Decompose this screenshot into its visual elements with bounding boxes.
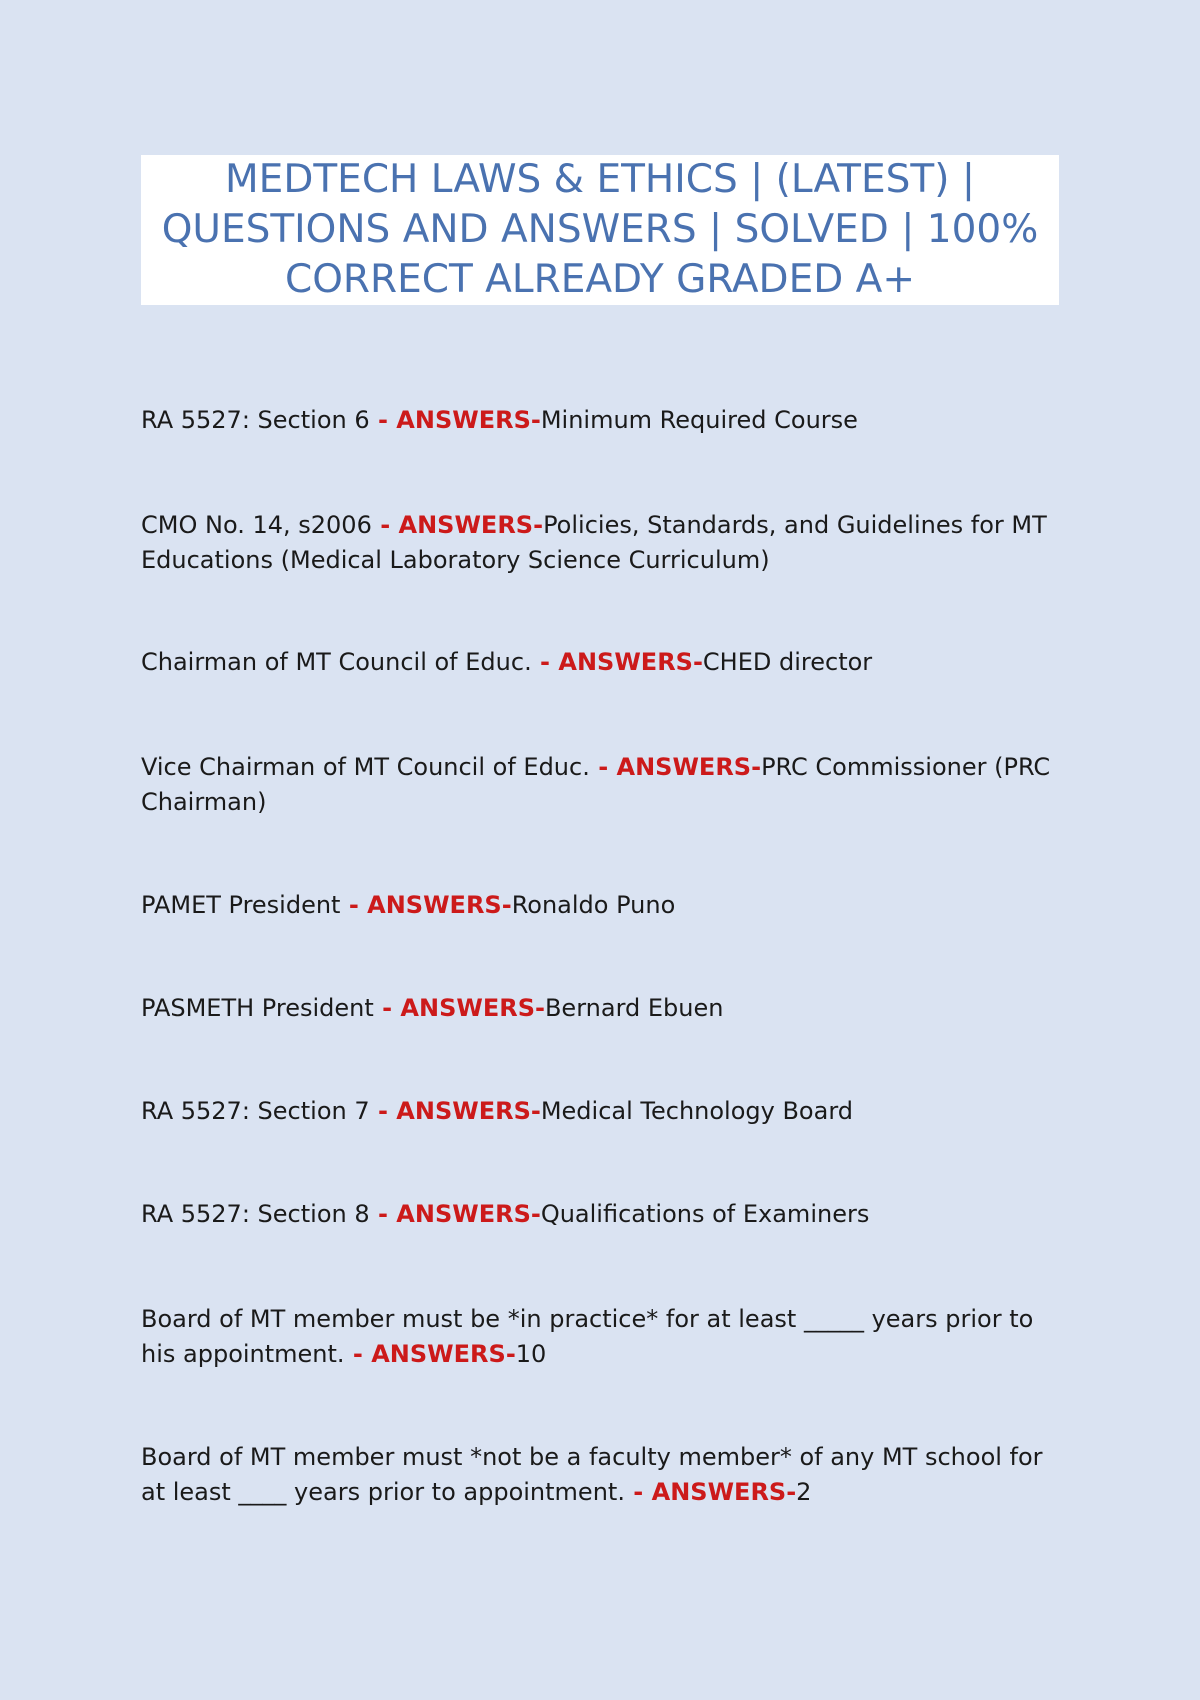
question-text: RA 5527: Section 8 [141,1200,370,1228]
answers-separator: - ANSWERS- [369,1097,541,1125]
answer-text: Ronaldo Puno [511,891,676,919]
qa-item [141,1094,1071,1129]
answer-text: Qualifications of Examiners [540,1200,870,1228]
answer-text: Policies, Standards, and Guidelines for MT Educations (Medical Laboratory Science Curriculum) [141,511,1047,574]
question-text: Board of MT member must *not be a faculty member* of any MT school for at least ____ years prior to appointment. [141,1443,1043,1506]
answer-text: 10 [515,1340,547,1368]
qa-item [141,1302,1071,1372]
answers-separator: - ANSWERS- [531,648,703,676]
answer-text: Minimum Required Course [540,406,858,434]
qa-item [141,1440,1071,1510]
question-text: RA 5527: Section 7 [141,1097,370,1125]
answer-text: Medical Technology Board [540,1097,854,1125]
qa-item [141,991,1071,1026]
answers-separator: - ANSWERS- [589,753,762,781]
answers-separator: - ANSWERS- [369,406,541,434]
document-title-box [141,155,1059,305]
question-text: PASMETH President [141,994,374,1022]
answers-separator: - ANSWERS- [373,994,545,1022]
qa-item [141,888,1071,923]
qa-item [141,508,1071,578]
answers-separator: - ANSWERS- [371,511,544,539]
qa-item [141,750,1071,820]
question-text: Vice Chairman of MT Council of Educ. [141,753,590,781]
qa-item [141,1197,1071,1232]
question-text: CMO No. 14, s2006 [141,511,372,539]
qa-item [141,645,1071,680]
question-text: RA 5527: Section 6 [141,406,370,434]
answers-separator: - ANSWERS- [344,1340,516,1368]
question-text: Board of MT member must be *in practice* for at least _____ years prior to his appointment. [141,1305,1034,1368]
document-title: MEDTECH LAWS & ETHICS | (LATEST) | QUESTIONS AND ANSWERS | SOLVED | 100% CORRECT ALREADY GRADED A+ [161,157,1039,302]
answers-separator: - ANSWERS- [369,1200,541,1228]
answer-text: Bernard Ebuen [544,994,724,1022]
qa-item [141,403,1071,438]
answers-separator: - ANSWERS- [624,1478,797,1506]
question-text: PAMET President [141,891,341,919]
answer-text: 2 [796,1478,812,1506]
answer-text: PRC Commissioner (PRC Chairman) [141,753,1051,816]
answer-text: CHED director [702,648,873,676]
question-text: Chairman of MT Council of Educ. [141,648,532,676]
answers-separator: - ANSWERS- [340,891,512,919]
